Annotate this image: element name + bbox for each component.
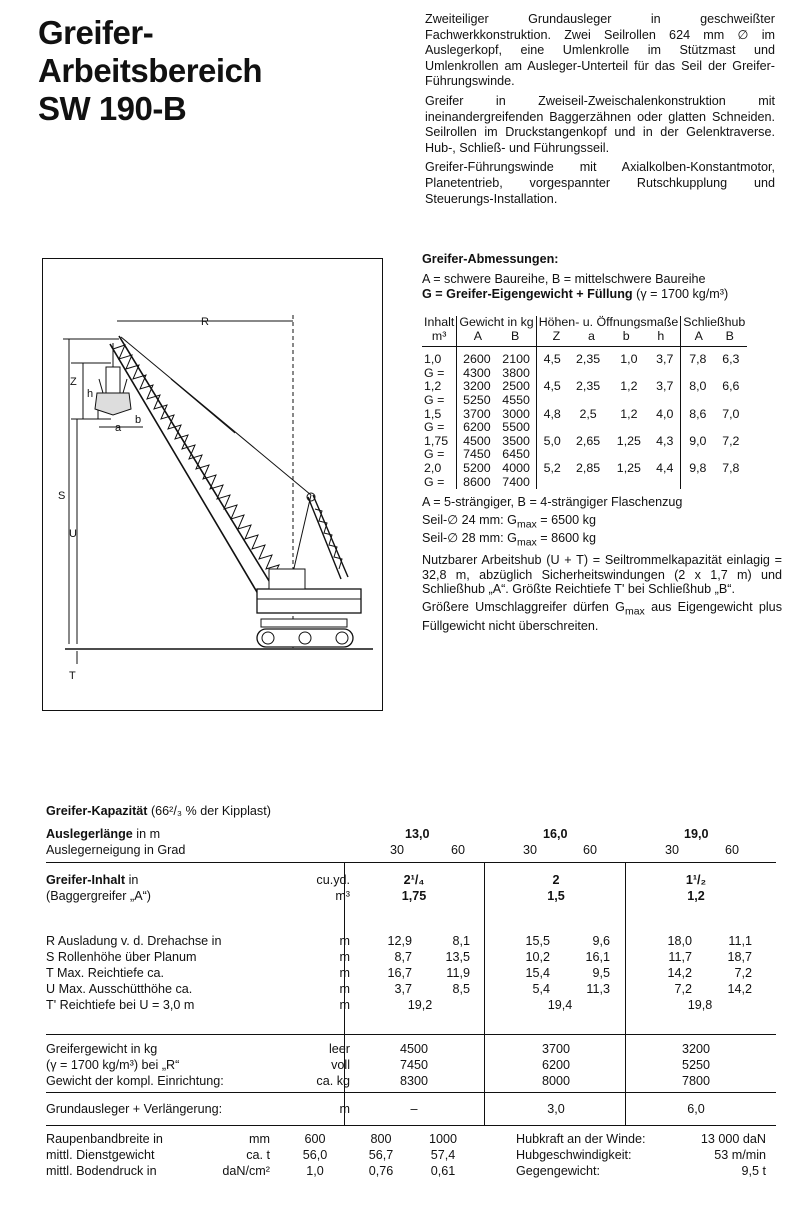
param-value: 3,7 [394, 982, 412, 996]
dims-schliess-b: 7,2 [722, 433, 740, 448]
weight-label: (γ = 1700 kg/m³) bei „R“ [46, 1058, 180, 1072]
unit-m3: m³ [335, 889, 350, 903]
param-value: 14,2 [667, 966, 692, 980]
note-seil-24: Seil-∅ 24 mm: $G_{max} = 6500$ kg [422, 512, 596, 531]
label-u: U [69, 528, 77, 540]
dims-row [422, 435, 747, 449]
title-line-3: SW 190-B [38, 90, 187, 127]
title-line-2: Arbeitsbereich [38, 52, 263, 89]
dims-heading: Greifer-Abmessungen: [422, 252, 559, 266]
param-label: U Max. Ausschütthöhe ca. [46, 982, 193, 996]
length-13: 13,0 [405, 827, 430, 841]
dims-weight-b: 3500 [502, 433, 530, 448]
grundausleger-value: 6,0 [687, 1102, 705, 1116]
param-value: 8,1 [452, 934, 470, 948]
divider [46, 1125, 776, 1126]
param-unit: m [339, 950, 350, 964]
grundausleger-label: Grundausleger + Verlängerung: [46, 1102, 223, 1116]
param-value: 12,9 [387, 934, 412, 948]
label-b: b [135, 414, 142, 426]
dims-inhalt: 1,5 [424, 406, 442, 421]
grab-head [106, 367, 120, 393]
dims-h: 3,7 [656, 352, 674, 367]
dims-schliess-b: 6,3 [722, 352, 740, 367]
dims-g-a: 6200 [457, 421, 497, 435]
param-value: 15,4 [525, 966, 550, 980]
dims-inhalt: 2,0 [424, 460, 442, 475]
note-flaschenzug: A = 5-strängiger, B = 4-strängiger Flaschenzug [422, 495, 683, 510]
weight-label: Gewicht der kompl. Einrichtung: [46, 1074, 224, 1088]
raupen-value: 57,4 [430, 1148, 456, 1162]
raupen-unit: mm [249, 1132, 270, 1146]
dims-inhalt: 1,75 [424, 433, 449, 448]
grundausleger-value: 3,0 [547, 1102, 565, 1116]
dims-g-label: G = [424, 447, 445, 462]
raupen-value: 600 [304, 1132, 326, 1146]
dims-g-label: G = [424, 420, 445, 435]
raupen-unit: daN/cm² [222, 1164, 270, 1178]
weight-value: 5250 [681, 1058, 711, 1072]
raupen-label: Raupenbandbreite in [46, 1132, 163, 1146]
raupen-value: 56,7 [368, 1148, 394, 1162]
dims-g-label: G = [424, 365, 445, 380]
angle: 30 [390, 843, 405, 857]
dims-b: 1,25 [616, 460, 641, 475]
dims-table: Inhalt m³ Gewicht in kg A B Höhen- u. Öffnungsmaße Z a b h Schließhub A B 1,0 2600 2100 4,5 2,35 1,0 3,7 7,8 6,3 G = 4300 3800 1,2 3200 2500 4,5 2,35 1,2 3,7 8,0 6,6 G = 5250 4550 1,5 3700 3000 4,8 2,5 1,2 4,0 8,6 7,0 G = 6200 5500 1,75 4500 3500 5,0 2,65 1,25 4,3 9,0 7,2 G = 7450 6450 2,0 5200 4000 5,2 2,85 1,25 4,4 9,8 7,8 G = 8600 7400 [424, 315, 746, 489]
dims-g-a: 5250 [457, 394, 497, 408]
angle: 60 [451, 843, 466, 857]
note-umschlaggreifer: Größere Umschlaggreifer dürfen $G_{max}$ aus Eigengewicht plus Füllgewicht nicht überschreiten. [422, 599, 782, 633]
intro-paragraph: Greifer-Führungswinde mit Axialkolben-Konstantmotor, Planetentrieb, vorgespannter Rutschkupplung und Steuerungs-Installation. [425, 160, 775, 206]
angle: 60 [583, 843, 598, 857]
dims-schliess-b: 7,0 [722, 406, 740, 421]
tprime-unit: m [339, 998, 350, 1012]
winde-label: Gegengewicht: [516, 1164, 601, 1178]
dims-b: 1,0 [620, 352, 638, 367]
inhalt-m3: 1,2 [687, 889, 705, 903]
divider [484, 862, 485, 1034]
inhalt-m3: 1,5 [547, 889, 565, 903]
intro-paragraph: Greifer in Zweiseil-Zweischalenkonstruktion mit ineinandergreifenden Baggerzähnen oder glatten Schneiden. Seilrollen im Druckstangenkopf und in der Gelenktraverse. Hub-, Schließ- und Führungsseil. [425, 93, 775, 155]
raupen-label: mittl. Dienstgewicht [46, 1148, 155, 1162]
dims-weight-b: 2100 [502, 352, 530, 367]
label-h: h [87, 388, 94, 400]
divider [625, 862, 626, 1034]
weight-unit: voll [331, 1058, 350, 1072]
support-mast [308, 497, 341, 579]
boom-lower-chord [110, 344, 267, 609]
raupen-value: 56,0 [302, 1148, 328, 1162]
dims-g-label: G = [424, 392, 445, 407]
dims-g-label: G = [424, 474, 445, 489]
grundausleger-unit: m [339, 1102, 350, 1116]
winde-value: 9,5 t [741, 1164, 766, 1178]
raupen-value: 0,61 [430, 1164, 456, 1178]
unit-cuyd: cu.yd. [316, 873, 350, 887]
dims-schliess-a: 9,0 [681, 435, 715, 462]
inhalt-m3: 1,75 [401, 889, 427, 903]
dims-a: 2,35 [576, 352, 601, 367]
weight-value: 7800 [681, 1074, 711, 1088]
crawler-base [261, 619, 347, 627]
kapazitaet-heading: Greifer-Kapazität (66²/₃ % der Kipplast) [46, 804, 271, 818]
dims-legend-1: A = schwere Baureihe, B = mittelschwere Baureihe [422, 272, 706, 286]
dims-z: 4,5 [536, 347, 568, 381]
note-arbeitshub: Nutzbarer Arbeitshub (U + T) = Seiltrommelkapazität einlagig = 32,8 m, abzüglich Sicherheitswindungen (2 x 1,7 m) und Schließhub „A“. Größte Reichtiefe T' bei Schließhub „B“. [422, 553, 782, 597]
dims-weight-a: 5200 [457, 462, 497, 476]
dims-inhalt: 1,2 [424, 379, 442, 394]
param-value: 8,5 [452, 982, 470, 996]
divider [484, 1092, 485, 1125]
param-value: 11,3 [586, 982, 610, 996]
weight-value: 8000 [541, 1074, 571, 1088]
weight-unit: leer [329, 1042, 350, 1056]
param-value: 14,2 [727, 982, 752, 996]
param-value: 7,2 [734, 966, 752, 980]
dims-b: 1,25 [616, 433, 641, 448]
param-label: R Ausladung v. d. Drehachse in [46, 934, 222, 948]
auslegerlaenge-label: Auslegerlänge in m [46, 827, 161, 841]
boom-upper-chord [119, 336, 285, 607]
label-s: S [58, 490, 66, 502]
dims-z: 5,0 [536, 435, 568, 462]
tprime-value: 19,2 [407, 998, 433, 1012]
tprime-value: 19,4 [547, 998, 573, 1012]
weight-value: 3700 [541, 1042, 571, 1056]
angle: 30 [523, 843, 538, 857]
divider [625, 1034, 626, 1092]
divider [46, 1034, 776, 1035]
dims-weight-b: 4000 [502, 460, 530, 475]
boom-lacing [113, 345, 283, 594]
dims-row [422, 347, 747, 367]
param-value: 15,5 [525, 934, 550, 948]
length-19: 19,0 [684, 827, 709, 841]
dims-z: 4,8 [536, 408, 568, 435]
dims-z: 4,5 [536, 380, 568, 407]
raupen-value: 1,0 [306, 1164, 324, 1178]
dims-row [422, 462, 747, 476]
param-value: 11,1 [728, 934, 752, 948]
dims-g-b: 4550 [502, 392, 530, 407]
weight-value: 4500 [399, 1042, 429, 1056]
tprime-label: T' Reichtiefe bei U = 3,0 m [46, 998, 195, 1012]
param-value: 18,7 [727, 950, 752, 964]
inhalt-cuyd: 2¹/₄ [403, 873, 425, 887]
note-seil-28: Seil-∅ 28 mm: $G_{max} = 8600$ kg [422, 531, 596, 549]
weight-value: 6200 [541, 1058, 571, 1072]
dims-h: 4,4 [656, 460, 674, 475]
dims-notes [422, 495, 782, 633]
divider [625, 1092, 626, 1125]
param-label: T Max. Reichtiefe ca. [46, 966, 165, 980]
dims-schliess-b: 6,6 [722, 379, 740, 394]
dims-weight-b: 3000 [502, 406, 530, 421]
dims-weight-a: 3700 [457, 408, 497, 422]
dims-weight-a: 3200 [457, 380, 497, 394]
inhalt-cuyd: 1¹/₂ [685, 873, 707, 887]
label-a: a [115, 422, 122, 434]
param-value: 9,6 [592, 934, 610, 948]
dims-g-b: 7400 [502, 474, 530, 489]
page-title [38, 14, 262, 128]
param-unit: m [339, 982, 350, 996]
title-line-1: Greifer- [38, 14, 154, 51]
param-label: S Rollenhöhe über Planum [46, 950, 197, 964]
label-z: Z [70, 376, 77, 388]
param-value: 10,2 [525, 950, 550, 964]
intro-text [425, 12, 775, 211]
param-unit: m [339, 934, 350, 948]
auslegerneigung-label: Auslegerneigung in Grad [46, 843, 186, 857]
dims-section [422, 252, 782, 636]
weight-value: 7450 [399, 1058, 429, 1072]
upper-carriage [257, 589, 361, 613]
dims-schliess-a: 7,8 [681, 347, 715, 381]
dims-g-a: 8600 [457, 476, 497, 490]
raupen-value: 0,76 [368, 1164, 394, 1178]
winde-value: 13 000 daN [700, 1132, 766, 1146]
dims-row [422, 380, 747, 394]
raupen-value: 800 [370, 1132, 392, 1146]
weight-value: 8300 [399, 1074, 429, 1088]
dims-schliess-a: 8,6 [681, 408, 715, 435]
inhalt-cuyd: 2 [552, 873, 560, 887]
param-unit: m [339, 966, 350, 980]
param-value: 7,2 [674, 982, 692, 996]
param-value: 8,7 [394, 950, 412, 964]
dims-schliess-b: 7,8 [722, 460, 740, 475]
dims-z: 5,2 [536, 462, 568, 489]
dims-g-a: 7450 [457, 448, 497, 462]
baggergreifer-label: (Baggergreifer „A“) [46, 889, 151, 903]
divider [484, 1034, 485, 1092]
dims-weight-b: 2500 [502, 379, 530, 394]
dims-h: 4,0 [656, 406, 674, 421]
weight-value: 3200 [681, 1042, 711, 1056]
dims-g-b: 6450 [502, 447, 530, 462]
param-value: 13,5 [445, 950, 470, 964]
angle: 30 [665, 843, 680, 857]
grab-shells [95, 393, 131, 415]
raupen-label: mittl. Bodendruck in [46, 1164, 157, 1178]
param-value: 16,1 [585, 950, 610, 964]
dims-h: 4,3 [656, 433, 674, 448]
crane-diagram-frame [42, 258, 383, 711]
dims-weight-a: 2600 [457, 347, 497, 367]
param-value: 9,5 [592, 966, 610, 980]
dims-b: 1,2 [620, 406, 638, 421]
pendant-cable [121, 337, 311, 495]
param-value: 18,0 [667, 934, 692, 948]
crane-diagram [43, 259, 381, 709]
length-16: 16,0 [543, 827, 568, 841]
label-t: T [69, 670, 76, 682]
divider [46, 1092, 776, 1093]
weight-label: Greifergewicht in kg [46, 1042, 158, 1056]
dims-weight-a: 4500 [457, 435, 497, 449]
divider [46, 862, 776, 863]
angle: 60 [725, 843, 740, 857]
weight-unit: ca. kg [316, 1074, 350, 1088]
param-value: 16,7 [387, 966, 412, 980]
grundausleger-value: – [410, 1102, 418, 1116]
dims-row [422, 408, 747, 422]
dims-schliess-a: 8,0 [681, 380, 715, 407]
param-value: 11,9 [446, 966, 470, 980]
raupen-unit: ca. t [246, 1148, 270, 1162]
param-value: 5,4 [532, 982, 550, 996]
dims-h: 3,7 [656, 379, 674, 394]
dims-a: 2,35 [576, 379, 601, 394]
dims-a: 2,85 [576, 460, 601, 475]
dims-b: 1,2 [620, 379, 638, 394]
dims-inhalt: 1,0 [424, 352, 442, 367]
winde-label: Hubgeschwindigkeit: [516, 1148, 632, 1162]
param-value: 11,7 [668, 950, 692, 964]
dims-g-a: 4300 [457, 367, 497, 381]
label-r: R [201, 316, 209, 328]
winde-value: 53 m/min [714, 1148, 766, 1162]
greifer-inhalt-label: Greifer-Inhalt in [46, 873, 139, 887]
raupen-value: 1000 [428, 1132, 458, 1146]
dims-legend-2: G = Greifer-Eigengewicht + Füllung (γ = 1700 kg/m³) [422, 287, 729, 301]
dims-g-b: 5500 [502, 420, 530, 435]
dims-g-b: 3800 [502, 365, 530, 380]
dims-a: 2,5 [579, 406, 597, 421]
winde-label: Hubkraft an der Winde: [516, 1132, 646, 1146]
tprime-value: 19,8 [687, 998, 713, 1012]
intro-paragraph: Zweiteiliger Grundausleger in geschweißter Fachwerkkonstruktion. Zwei Seilrollen 624 mm ∅ im Auslegerkopf, eine Umlenkrolle im Stützmast und Umlenkrollen am Ausleger-Unterteil für das Seil der Greifer-Führungswinde. [425, 12, 775, 89]
dims-a: 2,65 [576, 433, 601, 448]
dims-schliess-a: 9,8 [681, 462, 715, 489]
